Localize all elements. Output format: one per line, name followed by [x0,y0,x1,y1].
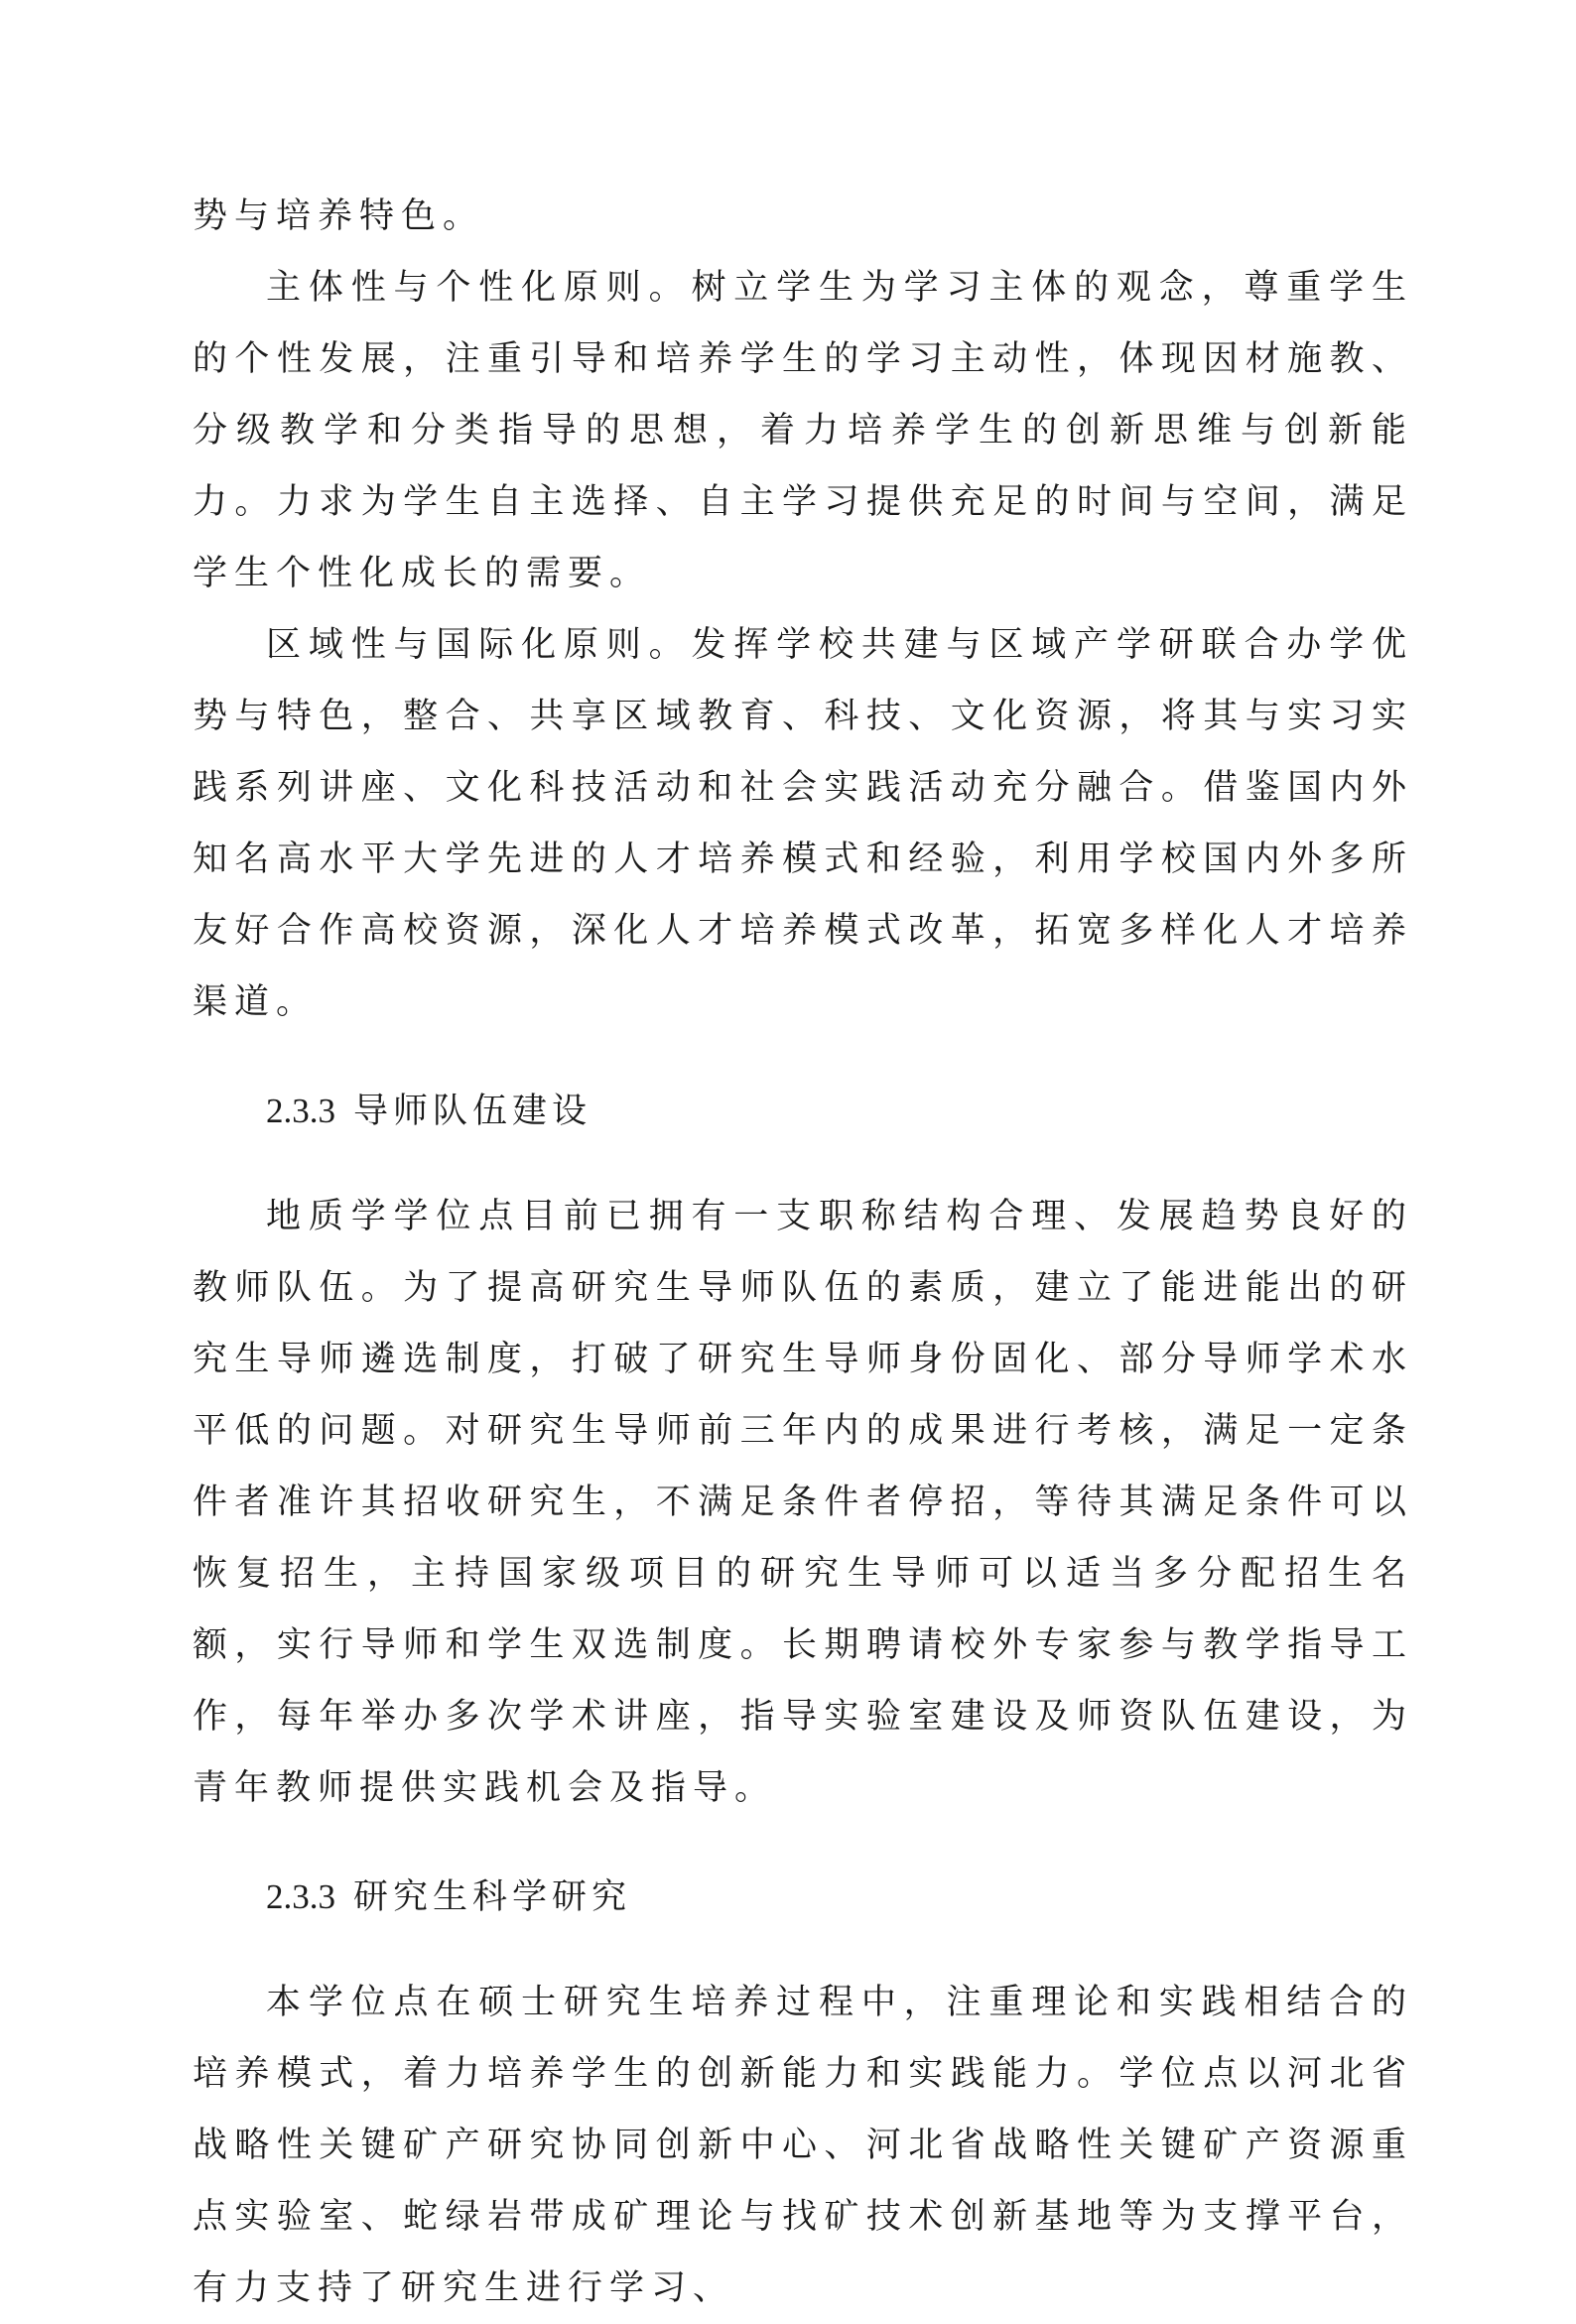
section-number: 2.3.3 [266,1092,335,1130]
paragraph-regional-international-principle: 区域性与国际化原则。发挥学校共建与区域产学研联合办学优势与特色，整合、共享区域教育、科技、文化资源，将其与实习实践系列讲座、文化科技活动和社会实践活动充分融合。借鉴国内外知名高水平大学先进的人才培养模式和经验，利用学校国内外多所友好合作高校资源，深化人才培养模式改革，拓宽多样化人才培养渠道。 [193,625,1413,1022]
section-title: 导师队伍建设 [353,1092,592,1131]
paragraph-graduate-research: 本学位点在硕士研究生培养过程中，注重理论和实践相结合的培养模式，着力培养学生的创新能力和实践能力。学位点以河北省战略性关键矿产研究协同创新中心、河北省战略性关键矿产资源重点实验室、蛇绿岩带成矿理论与找矿技术创新基地等为支撑平台，有力支持了研究生进行学习、 [193,1983,1413,2308]
paragraph-supervisor-team: 地质学学位点目前已拥有一支职称结构合理、发展趋势良好的教师队伍。为了提高研究生导师队伍的素质，建立了能进能出的研究生导师遴选制度，打破了研究生导师身份固化、部分导师学术水平低的问题。对研究生导师前三年内的成果进行考核，满足一定条件者准许其招收研究生，不满足条件者停招，等待其满足条件可以恢复招生，主持国家级项目的研究生导师可以适当多分配招生名额，实行导师和学生双选制度。长期聘请校外专家参与教学指导工作，每年举办多次学术讲座，指导实验室建设及师资队伍建设，为青年教师提供实践机会及指导。 [193,1197,1413,1808]
paragraph-continuation: 势与培养特色。 [193,196,485,236]
document-body [193,181,1413,2324]
paragraph-subjectivity-principle: 主体性与个性化原则。树立学生为学习主体的观念，尊重学生的个性发展，注重引导和培养学生的学习主动性，体现因材施教、分级教学和分类指导的思想，着力培养学生的创新思维与创新能力。力求为学生自主选择、自主学习提供充足的时间与空间，满足学生个性化成长的需要。 [193,268,1413,593]
section-title: 研究生科学研究 [353,1877,632,1917]
section-heading-supervisor-team [193,1076,1413,1147]
section-heading-graduate-research [193,1862,1413,1933]
section-number: 2.3.3 [266,1877,335,1916]
